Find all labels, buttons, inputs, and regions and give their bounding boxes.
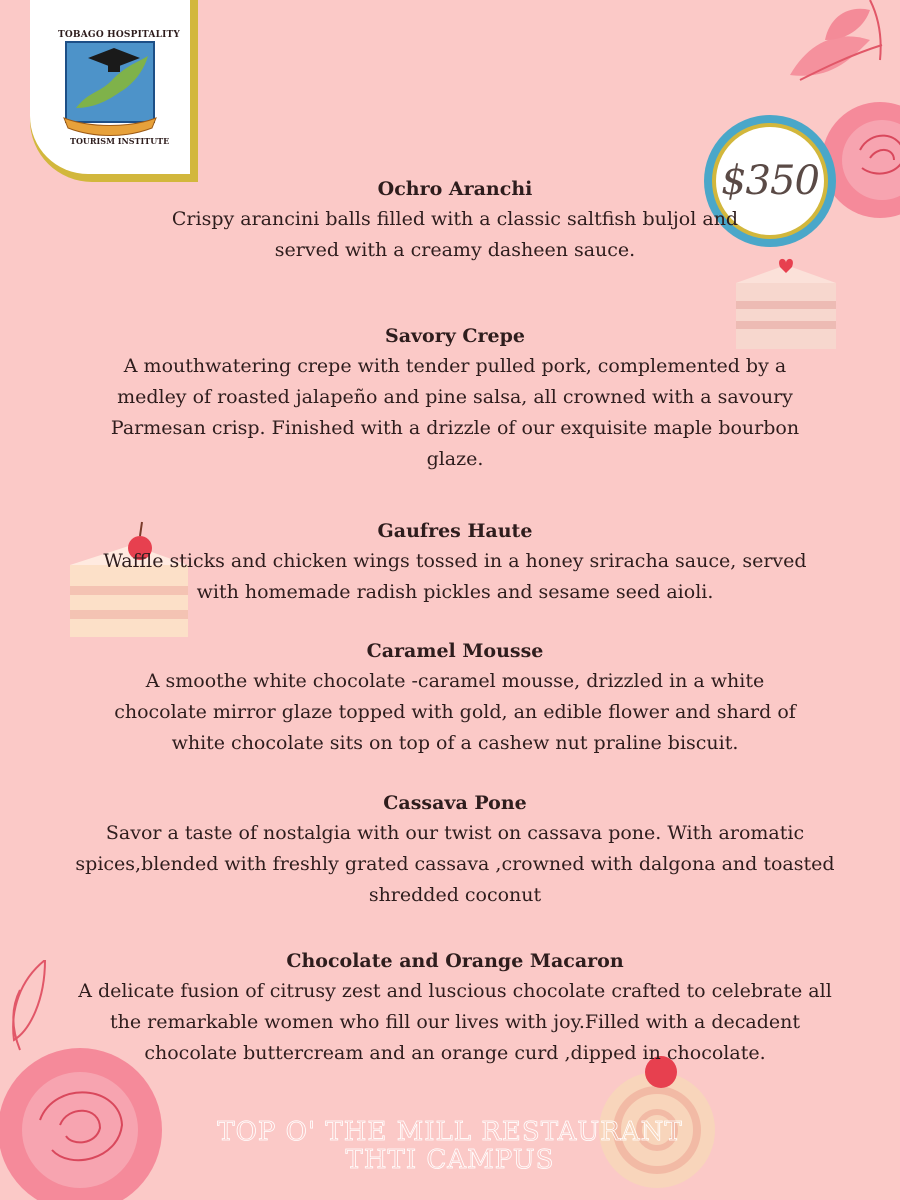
item-name: Gaufres Haute	[377, 520, 533, 542]
menu-item	[60, 946, 850, 1069]
logo-bottom-text: TOURISM INSTITUTE	[70, 136, 170, 146]
menu-item	[60, 636, 850, 759]
item-description: Waffle sticks and chicken wings tossed in a honey sriracha sauce, served with homemade radish pickles and sesame seed aioli.	[103, 550, 807, 603]
footer-campus: THTI CAMPUS	[345, 1145, 555, 1175]
menu-item	[60, 788, 850, 911]
item-description: A smoothe white chocolate -caramel mousse, drizzled in a white chocolate mirror glaze topped with gold, an edible flower and shard of white chocolate sits on top of a cashew nut praline biscuit.	[114, 670, 796, 754]
item-name: Caramel Mousse	[366, 640, 544, 662]
item-name: Savory Crepe	[384, 325, 525, 347]
price-text: $350	[721, 158, 819, 204]
item-name: Chocolate and Orange Macaron	[286, 950, 624, 972]
item-description: Savor a taste of nostalgia with our twist on cassava pone. With aromatic spices,blended with freshly grated cassava ,crowned with dalgona and toasted shredded coconut	[75, 822, 835, 906]
item-name: Cassava Pone	[383, 792, 527, 814]
footer-restaurant-name: TOP O' THE MILL RESTAURANT	[217, 1117, 683, 1147]
item-name: Ochro Aranchi	[377, 178, 533, 200]
item-description: Crispy arancini balls filled with a classic saltfish buljol and served with a creamy dasheen sauce.	[171, 208, 739, 261]
logo-top-text: TOBAGO HOSPITALITY	[58, 30, 181, 40]
menu-item	[60, 516, 850, 608]
footer	[0, 1118, 900, 1174]
item-description: A mouthwatering crepe with tender pulled pork, complemented by a medley of roasted jalapeño and pine salsa, all crowned with a savoury Parmesan crisp. Finished with a drizzle of our exquisite maple bourbon glaze.	[110, 355, 800, 470]
logo-emblem-icon	[30, 0, 190, 174]
logo	[30, 0, 190, 174]
logo-tab	[30, 0, 198, 182]
item-description: A delicate fusion of citrusy zest and luscious chocolate crafted to celebrate all the remarkable women who fill our lives with joy.Filled with a decadent chocolate buttercream and an orange curd ,dipped in chocolate.	[78, 980, 832, 1064]
menu-item	[60, 321, 850, 475]
menu-item	[60, 174, 850, 266]
